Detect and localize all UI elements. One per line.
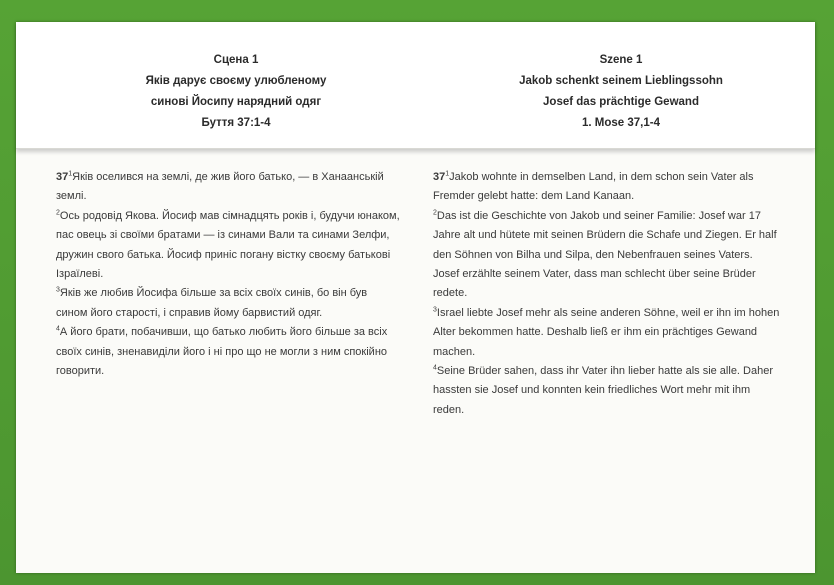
verse-number: 1 — [445, 170, 450, 178]
verse-text: Seine Brüder sahen, dass ihr Vater ihn lieber hatte als sie alle. Daher hassten sie Josef und konnten kein friedliches Wort mehr mit ihm reden. — [433, 365, 774, 416]
verse-text: Яків же любив Йосифа більше за всіх своїх синів, бо він був сином його старості, і справив йому барвистий одяг. — [56, 287, 368, 319]
verse-number: 1 — [68, 170, 73, 178]
verse-text: Яків оселився на землі, де жив його батько, — в Ханаанській землі. — [56, 171, 384, 203]
card-header-flap — [16, 22, 815, 149]
verse — [56, 168, 401, 207]
bible-text-ukrainian — [56, 168, 401, 381]
verse — [433, 207, 781, 304]
verse — [433, 168, 781, 207]
scene-title-line-2: Josef das prächtige Gewand — [543, 96, 699, 108]
scene-title-line-1: Jakob schenkt seinem Lieblingssohn — [519, 75, 723, 87]
verse-number: 2 — [433, 209, 437, 217]
verse-text: А його брати, побачивши, що батько любить його більше за всіх своїх синів, зненавиділи його і ні про що не могли з ним спокійно говорити. — [56, 326, 388, 378]
verse — [433, 304, 781, 362]
verse-number: 3 — [433, 306, 437, 314]
verse-text: Ось родовід Якова. Йосиф мав сімнадцять років і, будучи юнаком, пас овець зі своїми братами — із синами Вали та синами Зелфи, дружин свого батька. Йосиф приніс погану вістку своєму батькові Ізраїлеві. — [56, 209, 400, 281]
verse-number: 2 — [56, 209, 60, 217]
verse — [433, 362, 781, 420]
chapter-number: 37 — [433, 171, 446, 183]
verse — [56, 323, 401, 381]
scene-title-line-1: Яків дарує своєму улюбленому — [145, 75, 327, 87]
scene-card — [16, 22, 815, 573]
scene-reference: Буття 37:1-4 — [201, 117, 271, 129]
scene-label: Сцена 1 — [213, 54, 259, 66]
scene-heading-ukrainian — [66, 50, 406, 134]
verse — [56, 207, 401, 285]
chapter-number: 37 — [56, 171, 69, 183]
verse — [56, 284, 401, 323]
verse-text: Das ist die Geschichte von Jakob und seiner Familie: Josef war 17 Jahre alt und hütete mit seinen Brüdern die Schafe und Ziegen. Er half den Söhnen von Bilha und Silpa, den Nebenfrauen seines Vaters. Josef erzählte seinem Vater, dass man schlecht über seine Brüder redete. — [433, 209, 777, 300]
bible-text-german — [433, 168, 781, 420]
scene-title-line-2: синові Йосипу нарядний одяг — [150, 96, 322, 108]
verse-text: Jakob wohnte in demselben Land, in dem schon sein Vater als Fremder gelebt hatte: dem Land Kanaan. — [433, 171, 754, 203]
scene-reference: 1. Mose 37,1-4 — [582, 117, 660, 129]
scene-heading-german — [451, 50, 791, 134]
verse-number: 3 — [56, 286, 60, 294]
scene-label: Szene 1 — [599, 54, 643, 66]
verse-number: 4 — [56, 325, 60, 333]
verse-number: 4 — [433, 364, 437, 372]
verse-text: Israel liebte Josef mehr als seine anderen Söhne, weil er ihn im hohen Alter bekommen hatte. Deshalb ließ er ihm ein prächtiges Gewand machen. — [433, 306, 780, 358]
